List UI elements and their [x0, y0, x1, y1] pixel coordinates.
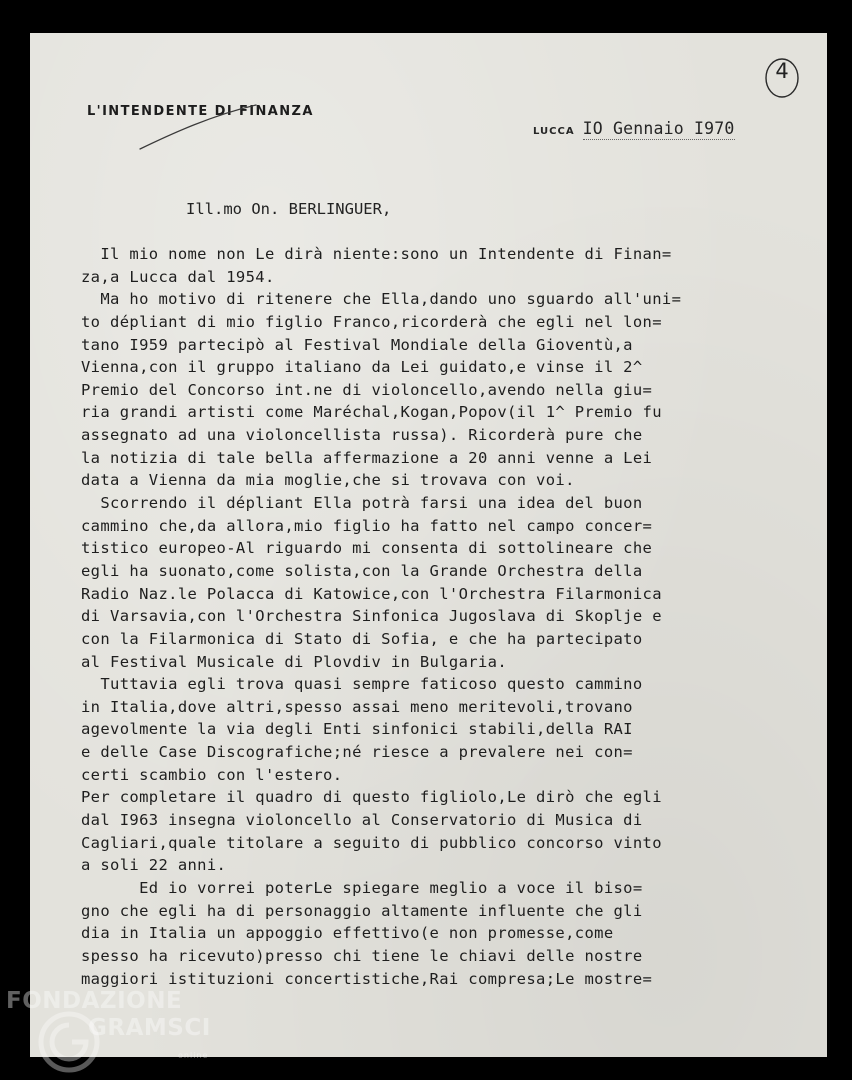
body-line: la notizia di tale bella affermazione a 20 anni venne a Lei [81, 448, 653, 467]
body-line: spesso ha ricevuto)presso chi tiene le chiavi delle nostre [81, 946, 643, 965]
body-line: agevolmente la via degli Enti sinfonici stabili,della RAI [81, 720, 633, 739]
body-line: e delle Case Discografiche;né riesce a prevalere nei con= [81, 743, 633, 762]
body-line: data a Vienna da mia moglie,che si trovava con voi. [81, 471, 575, 490]
letterhead: L'INTENDENTE DI FINANZA [87, 104, 314, 119]
body-line: certi scambio con l'estero. [81, 765, 343, 784]
letter-body [81, 243, 827, 990]
body-line: Premio del Concorso int.ne di violoncello,avendo nella giu= [81, 380, 653, 399]
letter-page [30, 33, 827, 1057]
body-line: cammino che,da allora,mio figlio ha fatto nel campo concer= [81, 516, 653, 535]
watermark-line2: GRAMSCI [88, 1015, 211, 1041]
salutation: Ill.mo On. BERLINGUER, [186, 200, 392, 218]
body-line: dia in Italia un appoggio effettivo(e non promesse,come [81, 924, 614, 943]
body-line: Ma ho motivo di ritenere che Ella,dando uno sguardo all'uni= [81, 290, 682, 309]
body-line: Radio Naz.le Polacca di Katowice,con l'Orchestra Filarmonica [81, 584, 662, 603]
pen-strike-mark [138, 103, 258, 153]
page-number: 4 [775, 59, 789, 83]
place: LUCCA [533, 126, 575, 137]
body-line: Ed io vorrei poterLe spiegare meglio a voce il biso= [81, 878, 643, 897]
body-line: a soli 22 anni. [81, 856, 227, 875]
body-line: egli ha suonato,come solista,con la Grande Orchestra della [81, 561, 643, 580]
body-line: gno che egli ha di personaggio altamente influente che gli [81, 901, 643, 920]
body-line: con la Filarmonica di Stato di Sofia, e che ha partecipato [81, 629, 643, 648]
body-line: tano I959 partecipò al Festival Mondiale della Gioventù,a [81, 335, 633, 354]
date: IO Gennaio I970 [582, 119, 735, 138]
body-line: ria grandi artisti come Maréchal,Kogan,Popov(il 1^ Premio fu [81, 403, 662, 422]
body-line: maggiori istituzioni concertistiche,Rai compresa;Le mostre= [81, 969, 653, 988]
body-line: assegnato ad una violoncellista russa). Ricorderà pure che [81, 426, 643, 445]
watermark-online: online [178, 1051, 209, 1060]
body-line: dal I963 insegna violoncello al Conservatorio di Musica di [81, 811, 643, 830]
body-line: al Festival Musicale di Plovdiv in Bulgaria. [81, 652, 507, 671]
body-line: za,a Lucca dal 1954. [81, 267, 275, 286]
body-line: Vienna,con il gruppo italiano da Lei guidato,e vinse il 2^ [81, 358, 643, 377]
body-line: Cagliari,quale titolare a seguito di pubblico concorso vinto [81, 833, 662, 852]
body-line: tistico europeo-Al riguardo mi consenta di sottolineare che [81, 539, 653, 558]
body-line: Il mio nome non Le dirà niente:sono un Intendente di Finan= [81, 245, 672, 263]
body-line: Tuttavia egli trova quasi sempre faticoso questo cammino [81, 675, 643, 694]
body-line: to dépliant di mio figlio Franco,ricorderà che egli nel lon= [81, 312, 662, 331]
body-line: in Italia,dove altri,spesso assai meno meritevoli,trovano [81, 697, 633, 716]
body-line: Scorrendo il dépliant Ella potrà farsi una idea del buon [81, 494, 643, 513]
watermark-line1: FONDAZIONE [6, 988, 183, 1014]
body-line: Per completare il quadro di questo figliolo,Le dirò che egli [81, 788, 662, 807]
place-date-line [533, 119, 735, 139]
body-line: di Varsavia,con l'Orchestra Sinfonica Jugoslava di Skoplje e [81, 607, 662, 626]
